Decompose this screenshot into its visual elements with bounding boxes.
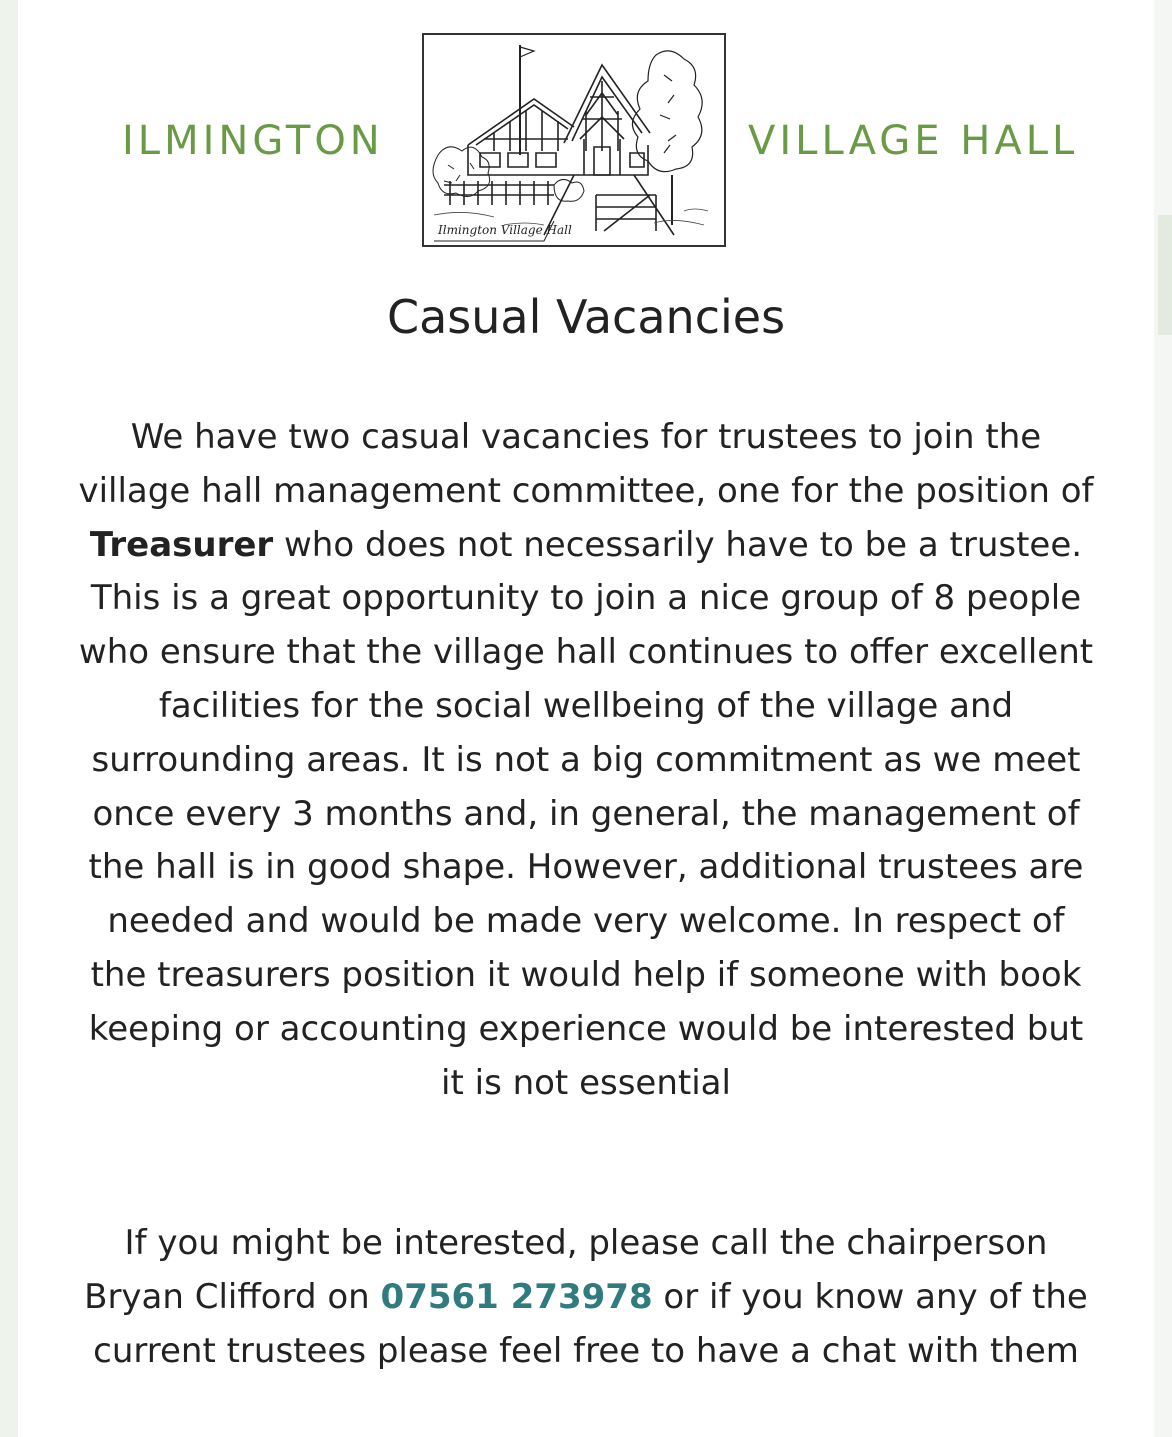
vacancy-text-end: who does not necessarily have to be a trustee. This is a great opportunity to join a nice group of 8 people who ensure that the village hall continues to offer excellent facilities for the social wellbeing of the village and surrounding areas. It is not a big commitment as we meet once every 3 months and, in general, the management of the hall is in good shape. However, additional trustees are needed and would be made very welcome. In respect of the treasurers position it would help if someone with book keeping or accounting experience would be interested but it is not essential: [78, 524, 1094, 1103]
village-hall-logo: [422, 33, 726, 247]
contact-text-start: If you might be interested, please call the chairperson Bryan Clifford on: [84, 1223, 1048, 1317]
page: [18, 0, 1154, 1437]
logo-caption: Ilmington Village Hall: [438, 223, 572, 237]
treasurer-highlight: Treasurer: [89, 524, 274, 565]
brand-name-left: ILMINGTON: [122, 118, 384, 164]
page-title: Casual Vacancies: [386, 290, 786, 344]
phone-link[interactable]: 07561 273978: [380, 1276, 653, 1317]
side-strip: [1154, 0, 1172, 1437]
contact-info: [78, 1217, 1094, 1378]
side-strip-mark: [1158, 215, 1172, 335]
contact-text-end: or if you know any of the current trustees please feel free to have a chat with them: [93, 1276, 1088, 1371]
brand-name-right: VILLAGE HALL: [748, 118, 1079, 164]
village-hall-drawing-icon: [424, 35, 724, 245]
vacancy-description: [78, 411, 1094, 1110]
vacancy-text-start: We have two casual vacancies for trustees to join the village hall management committee, one for the position of: [78, 417, 1094, 511]
header: [18, 0, 1154, 260]
